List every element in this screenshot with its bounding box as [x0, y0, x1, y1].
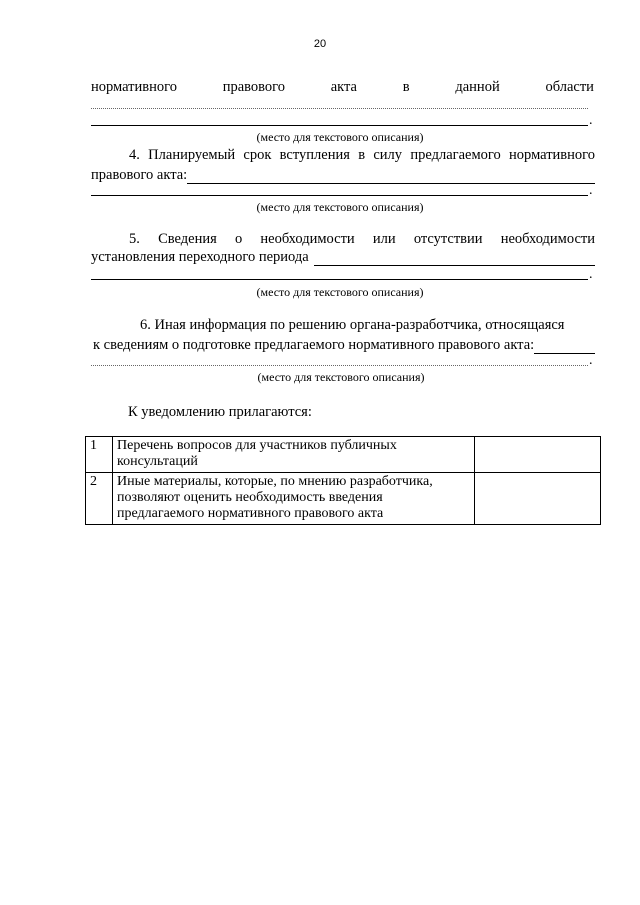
end-mark: .	[589, 267, 593, 282]
word: области	[545, 79, 594, 95]
placeholder-caption: (место для текстового описания)	[256, 285, 424, 299]
fill-rule	[91, 195, 588, 196]
end-mark: .	[589, 353, 593, 368]
placeholder-caption: (место для текстового описания)	[257, 370, 425, 384]
table-row	[86, 437, 601, 473]
attachments-table	[85, 436, 601, 525]
section4-line2	[91, 166, 595, 184]
word: правового	[222, 79, 285, 95]
section4-label: правового акта:	[91, 167, 188, 183]
word: данной	[455, 79, 500, 95]
section6-line1: 6. Иная информация по решению органа-разработчика, относящаяся	[140, 317, 565, 333]
fill-rule	[91, 365, 588, 366]
end-mark: .	[589, 183, 593, 198]
attachments-heading: К уведомлению прилагаются:	[128, 404, 312, 420]
section5-line2	[91, 248, 595, 266]
page-number: 20	[313, 38, 327, 50]
fill-underline	[314, 251, 595, 266]
fill-rule	[91, 108, 588, 109]
end-mark: .	[589, 113, 593, 128]
fill-rule	[91, 125, 588, 126]
row-number: 1	[86, 437, 113, 473]
fill-rule	[91, 279, 588, 280]
section5-label: установления переходного периода	[91, 249, 309, 265]
section6-label: к сведениям о подготовке предлагаемого нормативного правового акта:	[93, 337, 535, 353]
section5-line1: 5. Сведения о необходимости или отсутствии необходимости	[129, 231, 595, 247]
placeholder-caption: (место для текстового описания)	[256, 200, 424, 214]
word: нормативного	[91, 79, 177, 95]
row-text: Иные материалы, которые, по мнению разработчика, позволяют оценить необходимость введения предлагаемого нормативного правового акта	[113, 473, 475, 525]
row-extra	[475, 473, 601, 525]
section4-line1: 4. Планируемый срок вступления в силу предлагаемого нормативного	[129, 147, 595, 163]
table-row	[86, 473, 601, 525]
fill-underline	[534, 339, 595, 354]
row-text: Перечень вопросов для участников публичных консультаций	[113, 437, 475, 473]
placeholder-caption: (место для текстового описания)	[256, 130, 424, 144]
row-number: 2	[86, 473, 113, 525]
section3-text-line	[91, 78, 594, 96]
word: в	[402, 79, 410, 95]
section6-line2	[93, 336, 595, 354]
row-extra	[475, 437, 601, 473]
word: акта	[330, 79, 357, 95]
fill-underline	[187, 169, 595, 184]
